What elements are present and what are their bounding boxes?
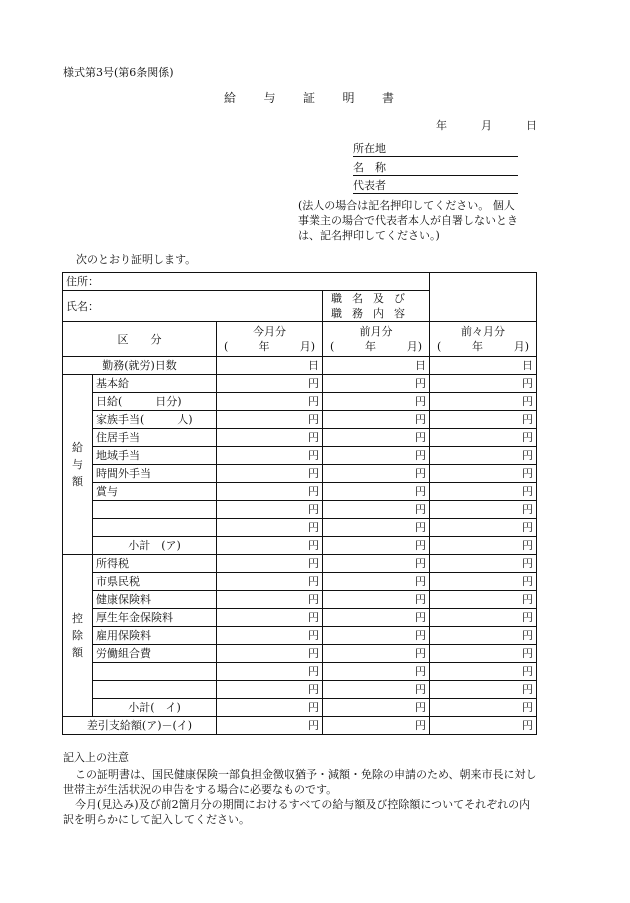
amount-cell[interactable]: 円	[217, 429, 323, 447]
amount-cell[interactable]: 円	[323, 429, 430, 447]
amount-cell[interactable]: 円	[323, 519, 430, 537]
period-header	[430, 322, 537, 357]
header-row	[63, 322, 537, 357]
title-char: 証	[302, 91, 315, 105]
salary-subtotal-row	[63, 537, 537, 555]
period-open-paren: (	[330, 340, 335, 353]
amount-cell[interactable]: 円	[217, 393, 323, 411]
period-month: 月)	[406, 340, 422, 353]
deduction-item-label: 労働組合費	[93, 645, 217, 663]
amount-cell[interactable]: 円	[430, 465, 537, 483]
amount-cell[interactable]: 円	[217, 699, 323, 717]
period-month: 月)	[299, 340, 315, 353]
salary-item-label[interactable]	[93, 519, 217, 537]
salary-item-label: 地域手当	[93, 447, 217, 465]
table-row	[63, 591, 537, 609]
form-id: 様式第3号(第6条関係)	[63, 66, 174, 79]
period-year-month[interactable]	[326, 339, 426, 354]
amount-cell[interactable]: 円	[430, 393, 537, 411]
title-char: 与	[263, 91, 276, 105]
amount-cell[interactable]: 円	[217, 663, 323, 681]
deduction-item-label[interactable]	[93, 663, 217, 681]
table-row	[63, 645, 537, 663]
deduction-group-char: 額	[72, 646, 83, 659]
date-day: 日	[526, 119, 537, 132]
amount-cell[interactable]: 円	[323, 537, 430, 555]
salary-item-label: 賞与	[93, 483, 217, 501]
amount-cell[interactable]: 日	[217, 357, 323, 375]
amount-cell[interactable]: 円	[323, 393, 430, 411]
period-year: 年	[365, 340, 376, 353]
job-content-cell[interactable]	[430, 273, 537, 322]
amount-cell[interactable]: 円	[323, 501, 430, 519]
person-name-cell[interactable]	[63, 291, 323, 322]
net-pay-label: 差引支給額(ア)－(イ)	[63, 717, 217, 735]
amount-cell[interactable]: 円	[430, 519, 537, 537]
notes-title: 記入上の注意	[63, 751, 129, 764]
period-header	[217, 322, 323, 357]
amount-cell[interactable]: 円	[430, 573, 537, 591]
amount-cell[interactable]: 円	[430, 681, 537, 699]
period-open-paren: (	[437, 340, 442, 353]
period-year: 年	[472, 340, 483, 353]
salary-group-label	[63, 375, 93, 555]
amount-cell[interactable]: 円	[323, 483, 430, 501]
person-name-label: 氏名：	[66, 299, 99, 313]
table-row	[63, 627, 537, 645]
issuer-name: 名 称	[353, 160, 518, 176]
work-days-label: 勤務(就労)日数	[63, 357, 217, 375]
person-address-cell[interactable]	[63, 273, 430, 291]
table-row	[63, 573, 537, 591]
amount-cell[interactable]: 円	[430, 699, 537, 717]
amount-cell[interactable]: 円	[323, 645, 430, 663]
amount-cell[interactable]: 円	[323, 627, 430, 645]
amount-cell[interactable]: 円	[217, 519, 323, 537]
intro-text: 次のとおり証明します。	[76, 253, 197, 266]
table-row	[63, 447, 537, 465]
note-2: 今月(見込み)及び前2箇月分の期間におけるすべての給与額及び控除額についてそれぞれの内訳を明らかにして記入してください。	[63, 798, 531, 826]
amount-cell[interactable]: 円	[430, 483, 537, 501]
salary-group-char: 給	[72, 441, 83, 454]
deduction-group-char: 控	[72, 612, 83, 625]
deduction-item-label: 市県民税	[93, 573, 217, 591]
title-char: 給	[224, 91, 237, 105]
table-row	[63, 483, 537, 501]
amount-cell[interactable]: 円	[430, 447, 537, 465]
period-label: 今月分	[253, 325, 286, 338]
amount-cell[interactable]: 円	[430, 717, 537, 735]
amount-cell[interactable]: 円	[323, 591, 430, 609]
deduction-item-label: 所得税	[93, 555, 217, 573]
table-row	[63, 519, 537, 537]
salary-item-label: 時間外手当	[93, 465, 217, 483]
job-label-line1: 職名及び	[331, 292, 415, 305]
amount-cell[interactable]: 円	[323, 465, 430, 483]
amount-cell[interactable]: 円	[323, 375, 430, 393]
amount-cell[interactable]: 円	[323, 411, 430, 429]
amount-cell[interactable]: 円	[217, 681, 323, 699]
salary-table	[62, 272, 537, 735]
table-row	[63, 663, 537, 681]
period-month: 月)	[513, 340, 529, 353]
table-row	[63, 501, 537, 519]
period-year-month[interactable]	[433, 339, 533, 354]
salary-item-label: 基本給	[93, 375, 217, 393]
amount-cell[interactable]: 円	[430, 627, 537, 645]
amount-cell[interactable]: 円	[323, 717, 430, 735]
amount-cell[interactable]: 円	[217, 573, 323, 591]
salary-item-label: 日給( 日分)	[93, 393, 217, 411]
period-year-month[interactable]	[220, 339, 319, 354]
date-month: 月	[481, 119, 492, 132]
table-row	[63, 411, 537, 429]
amount-cell[interactable]: 円	[217, 645, 323, 663]
salary-subtotal-label: 小計 (ア)	[93, 537, 217, 555]
salary-item-label[interactable]	[93, 501, 217, 519]
deduction-item-label: 健康保険料	[93, 591, 217, 609]
salary-item-label: 家族手当( 人)	[93, 411, 217, 429]
job-label-line2: 職務内容	[331, 307, 415, 320]
deduction-item-label[interactable]	[93, 681, 217, 699]
amount-cell[interactable]: 円	[430, 591, 537, 609]
amount-cell[interactable]: 円	[217, 627, 323, 645]
table-row	[63, 609, 537, 627]
table-row	[63, 681, 537, 699]
amount-cell[interactable]: 円	[217, 501, 323, 519]
amount-cell[interactable]: 円	[217, 447, 323, 465]
issuer-representative: 代表者	[353, 178, 518, 194]
amount-cell[interactable]: 円	[217, 411, 323, 429]
table-row	[63, 555, 537, 573]
table-row	[63, 375, 537, 393]
net-pay-row	[63, 717, 537, 735]
amount-cell[interactable]: 円	[323, 663, 430, 681]
table-row	[63, 357, 537, 375]
amount-cell[interactable]: 円	[217, 483, 323, 501]
title-char: 書	[381, 91, 394, 105]
period-label: 前々月分	[461, 325, 505, 338]
amount-cell[interactable]: 円	[217, 591, 323, 609]
amount-cell[interactable]: 円	[217, 375, 323, 393]
amount-cell[interactable]: 円	[217, 609, 323, 627]
amount-cell[interactable]: 円	[430, 663, 537, 681]
deduction-group-char: 除	[72, 629, 83, 642]
table-row	[63, 429, 537, 447]
person-address-label: 住所：	[66, 275, 99, 288]
amount-cell[interactable]: 円	[217, 717, 323, 735]
table-row	[63, 393, 537, 411]
job-label	[323, 291, 430, 322]
amount-cell[interactable]: 円	[430, 537, 537, 555]
deduction-item-label: 厚生年金保険料	[93, 609, 217, 627]
deduction-subtotal-row	[63, 699, 537, 717]
issuer-seal-note: (法人の場合は記名押印してください。 個人事業主の場合で代表者本人が自署しないときは、記名押印してください。)	[298, 199, 518, 242]
amount-cell[interactable]: 円	[430, 609, 537, 627]
amount-cell[interactable]: 日	[430, 357, 537, 375]
amount-cell[interactable]: 円	[323, 573, 430, 591]
amount-cell[interactable]: 円	[217, 465, 323, 483]
period-open-paren: (	[224, 340, 229, 353]
issue-date	[436, 117, 537, 133]
note-1: この証明書は、国民健康保険一部負担金徴収猶予・減額・免除の申請のため、朝来市長に対し世帯主が生活状況の申告をする場合に必要なものです。	[63, 768, 537, 796]
amount-cell[interactable]: 円	[430, 501, 537, 519]
amount-cell[interactable]: 円	[430, 429, 537, 447]
salary-group-char: 額	[72, 475, 83, 488]
salary-group-char: 与	[72, 458, 83, 471]
title-char: 明	[342, 91, 355, 105]
amount-cell[interactable]: 円	[323, 447, 430, 465]
amount-cell[interactable]: 円	[323, 555, 430, 573]
amount-cell[interactable]: 円	[430, 375, 537, 393]
amount-cell[interactable]: 円	[323, 681, 430, 699]
amount-cell[interactable]: 円	[217, 537, 323, 555]
issuer-address: 所在地	[353, 141, 518, 157]
amount-cell[interactable]: 円	[323, 609, 430, 627]
salary-item-label: 住居手当	[93, 429, 217, 447]
deduction-group-label	[63, 555, 93, 717]
amount-cell[interactable]: 円	[430, 555, 537, 573]
date-year: 年	[436, 119, 447, 132]
table-row	[63, 465, 537, 483]
category-header: 区 分	[63, 322, 217, 357]
deduction-item-label: 雇用保険料	[93, 627, 217, 645]
amount-cell[interactable]: 円	[430, 411, 537, 429]
period-header	[323, 322, 430, 357]
amount-cell[interactable]: 円	[430, 645, 537, 663]
amount-cell[interactable]: 日	[323, 357, 430, 375]
amount-cell[interactable]: 円	[323, 699, 430, 717]
page-title	[224, 89, 394, 106]
period-year: 年	[258, 340, 270, 353]
deduction-subtotal-label: 小計( イ)	[93, 699, 217, 717]
amount-cell[interactable]: 円	[217, 555, 323, 573]
period-label: 前月分	[359, 325, 393, 338]
